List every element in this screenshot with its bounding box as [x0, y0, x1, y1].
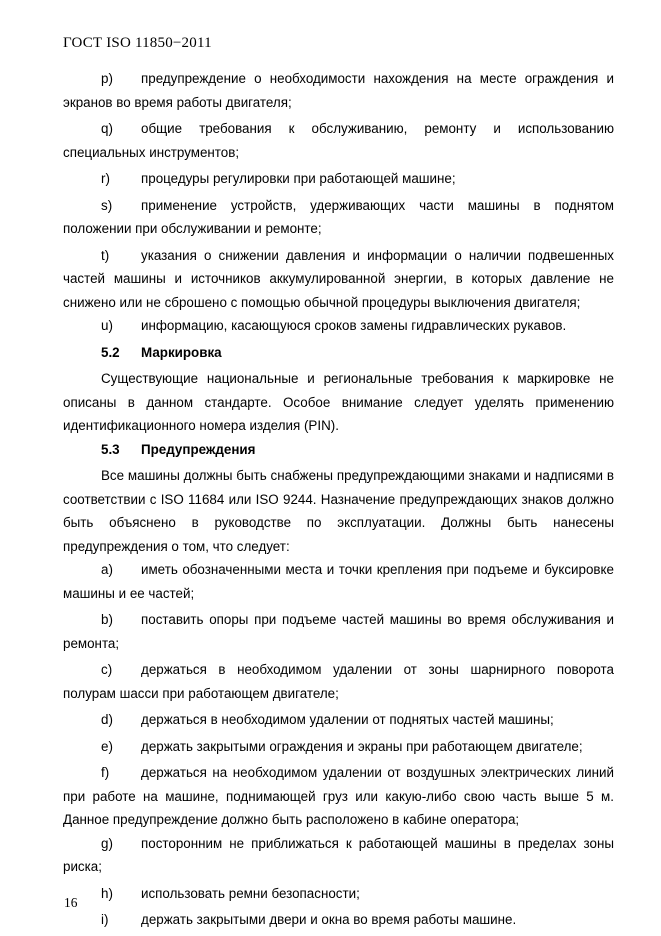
- list-item-p: [63, 67, 614, 114]
- list-item-r: [63, 167, 614, 191]
- item-label: s): [101, 197, 113, 213]
- item-label: c): [101, 662, 113, 677]
- list-item-f: [63, 761, 614, 832]
- list-item-t: [63, 244, 614, 315]
- item-text: использовать ремни безопасности;: [141, 885, 360, 901]
- item-label: t): [101, 247, 110, 263]
- list-item-c: [63, 658, 614, 705]
- list-item-d: [63, 708, 614, 732]
- section-number: 5.3: [101, 441, 120, 457]
- item-text: держать закрытыми ограждения и экраны при работающем двигателе;: [141, 738, 583, 754]
- item-text: держаться на необходимом удалении от воздушных электрических линий при работе на машине, поднимающей груз или какую-либо свою часть выше 5 м. Данное предупреждение должно быть расположено в кабине оператора;: [63, 765, 614, 827]
- item-label: u): [101, 318, 113, 333]
- item-label: g): [101, 835, 113, 851]
- item-label: e): [101, 738, 113, 754]
- list-item-i: [63, 908, 614, 932]
- item-text: держаться в необходимом удалении от поднятых частей машины;: [141, 712, 554, 727]
- item-label: h): [101, 885, 113, 901]
- page-number: 16: [64, 895, 78, 910]
- list-bottom: [63, 558, 614, 932]
- item-text: держать закрытыми двери и окна во время работы машине.: [141, 912, 517, 927]
- list-top: [63, 67, 614, 338]
- list-item-e: [63, 735, 614, 759]
- item-text: предупреждение о необходимости нахождения на месте ограждения и экранов во время работы двигателя;: [63, 71, 614, 110]
- item-label: p): [101, 71, 113, 86]
- item-label: a): [101, 562, 113, 577]
- item-text: поставить опоры при подъеме частей машины во время обслуживания и ремонта;: [63, 612, 614, 651]
- list-item-b: [63, 608, 614, 655]
- list-item-a: [63, 558, 614, 605]
- document-body: [63, 67, 614, 935]
- item-label: d): [101, 712, 113, 727]
- item-label: b): [101, 612, 113, 627]
- item-text: посторонним не приближаться к работающей машины в пределах зоны риска;: [63, 835, 614, 874]
- list-item-h: [63, 882, 614, 906]
- section-title: Маркировка: [141, 344, 222, 360]
- item-text: процедуры регулировки при работающей машине;: [141, 171, 456, 186]
- list-item-s: [63, 194, 614, 241]
- item-label: f): [101, 765, 110, 780]
- list-item-u: [63, 314, 614, 338]
- item-text: общие требования к обслуживанию, ремонту и использованию специальных инструментов;: [63, 121, 614, 160]
- section-title: Предупреждения: [141, 441, 256, 457]
- section-paragraph-5-2: Существующие национальные и региональные требования к маркировке не описаны в данном стандарте. Особое внимание следует уделять применению идентификационного номера изделия (PIN).: [63, 371, 614, 433]
- list-item-q: [63, 117, 614, 164]
- item-text: информацию, касающуюся сроков замены гидравлических рукавов.: [141, 318, 567, 333]
- page-header: ГОСТ ISO 11850−2011: [63, 35, 212, 51]
- item-text: иметь обозначенными места и точки крепления при подъеме и буксировке машины и ее частей;: [63, 562, 614, 601]
- section-number: 5.2: [101, 344, 120, 360]
- item-text: применение устройств, удерживающих части машины в поднятом положении при обслуживании и ремонте;: [63, 197, 614, 236]
- section-paragraph-5-3: Все машины должны быть снабжены предупреждающими знаками и надписями в соответствии с ISO 11684 или ISO 9244. Назначение предупреждающих знаков должно быть объяснено в руководстве по эксплуатации. Должны быть нанесены предупреждения о том, что следует:: [63, 468, 614, 554]
- item-text: указания о снижении давления и информации о наличии подвешенных частей машины и источников аккумулированной энергии, в которых давление не снижено или не сброшено с помощью обычной процедуры выключения двигателя;: [63, 247, 614, 310]
- item-label: r): [101, 171, 110, 186]
- item-label: i): [101, 912, 109, 927]
- item-text: держаться в необходимом удалении от зоны шарнирного поворота полурам шасси при работающем двигателе;: [63, 662, 614, 701]
- section-heading-5-2: [63, 341, 614, 365]
- section-heading-5-3: [63, 438, 614, 462]
- list-item-g: [63, 832, 614, 879]
- item-label: q): [101, 121, 113, 136]
